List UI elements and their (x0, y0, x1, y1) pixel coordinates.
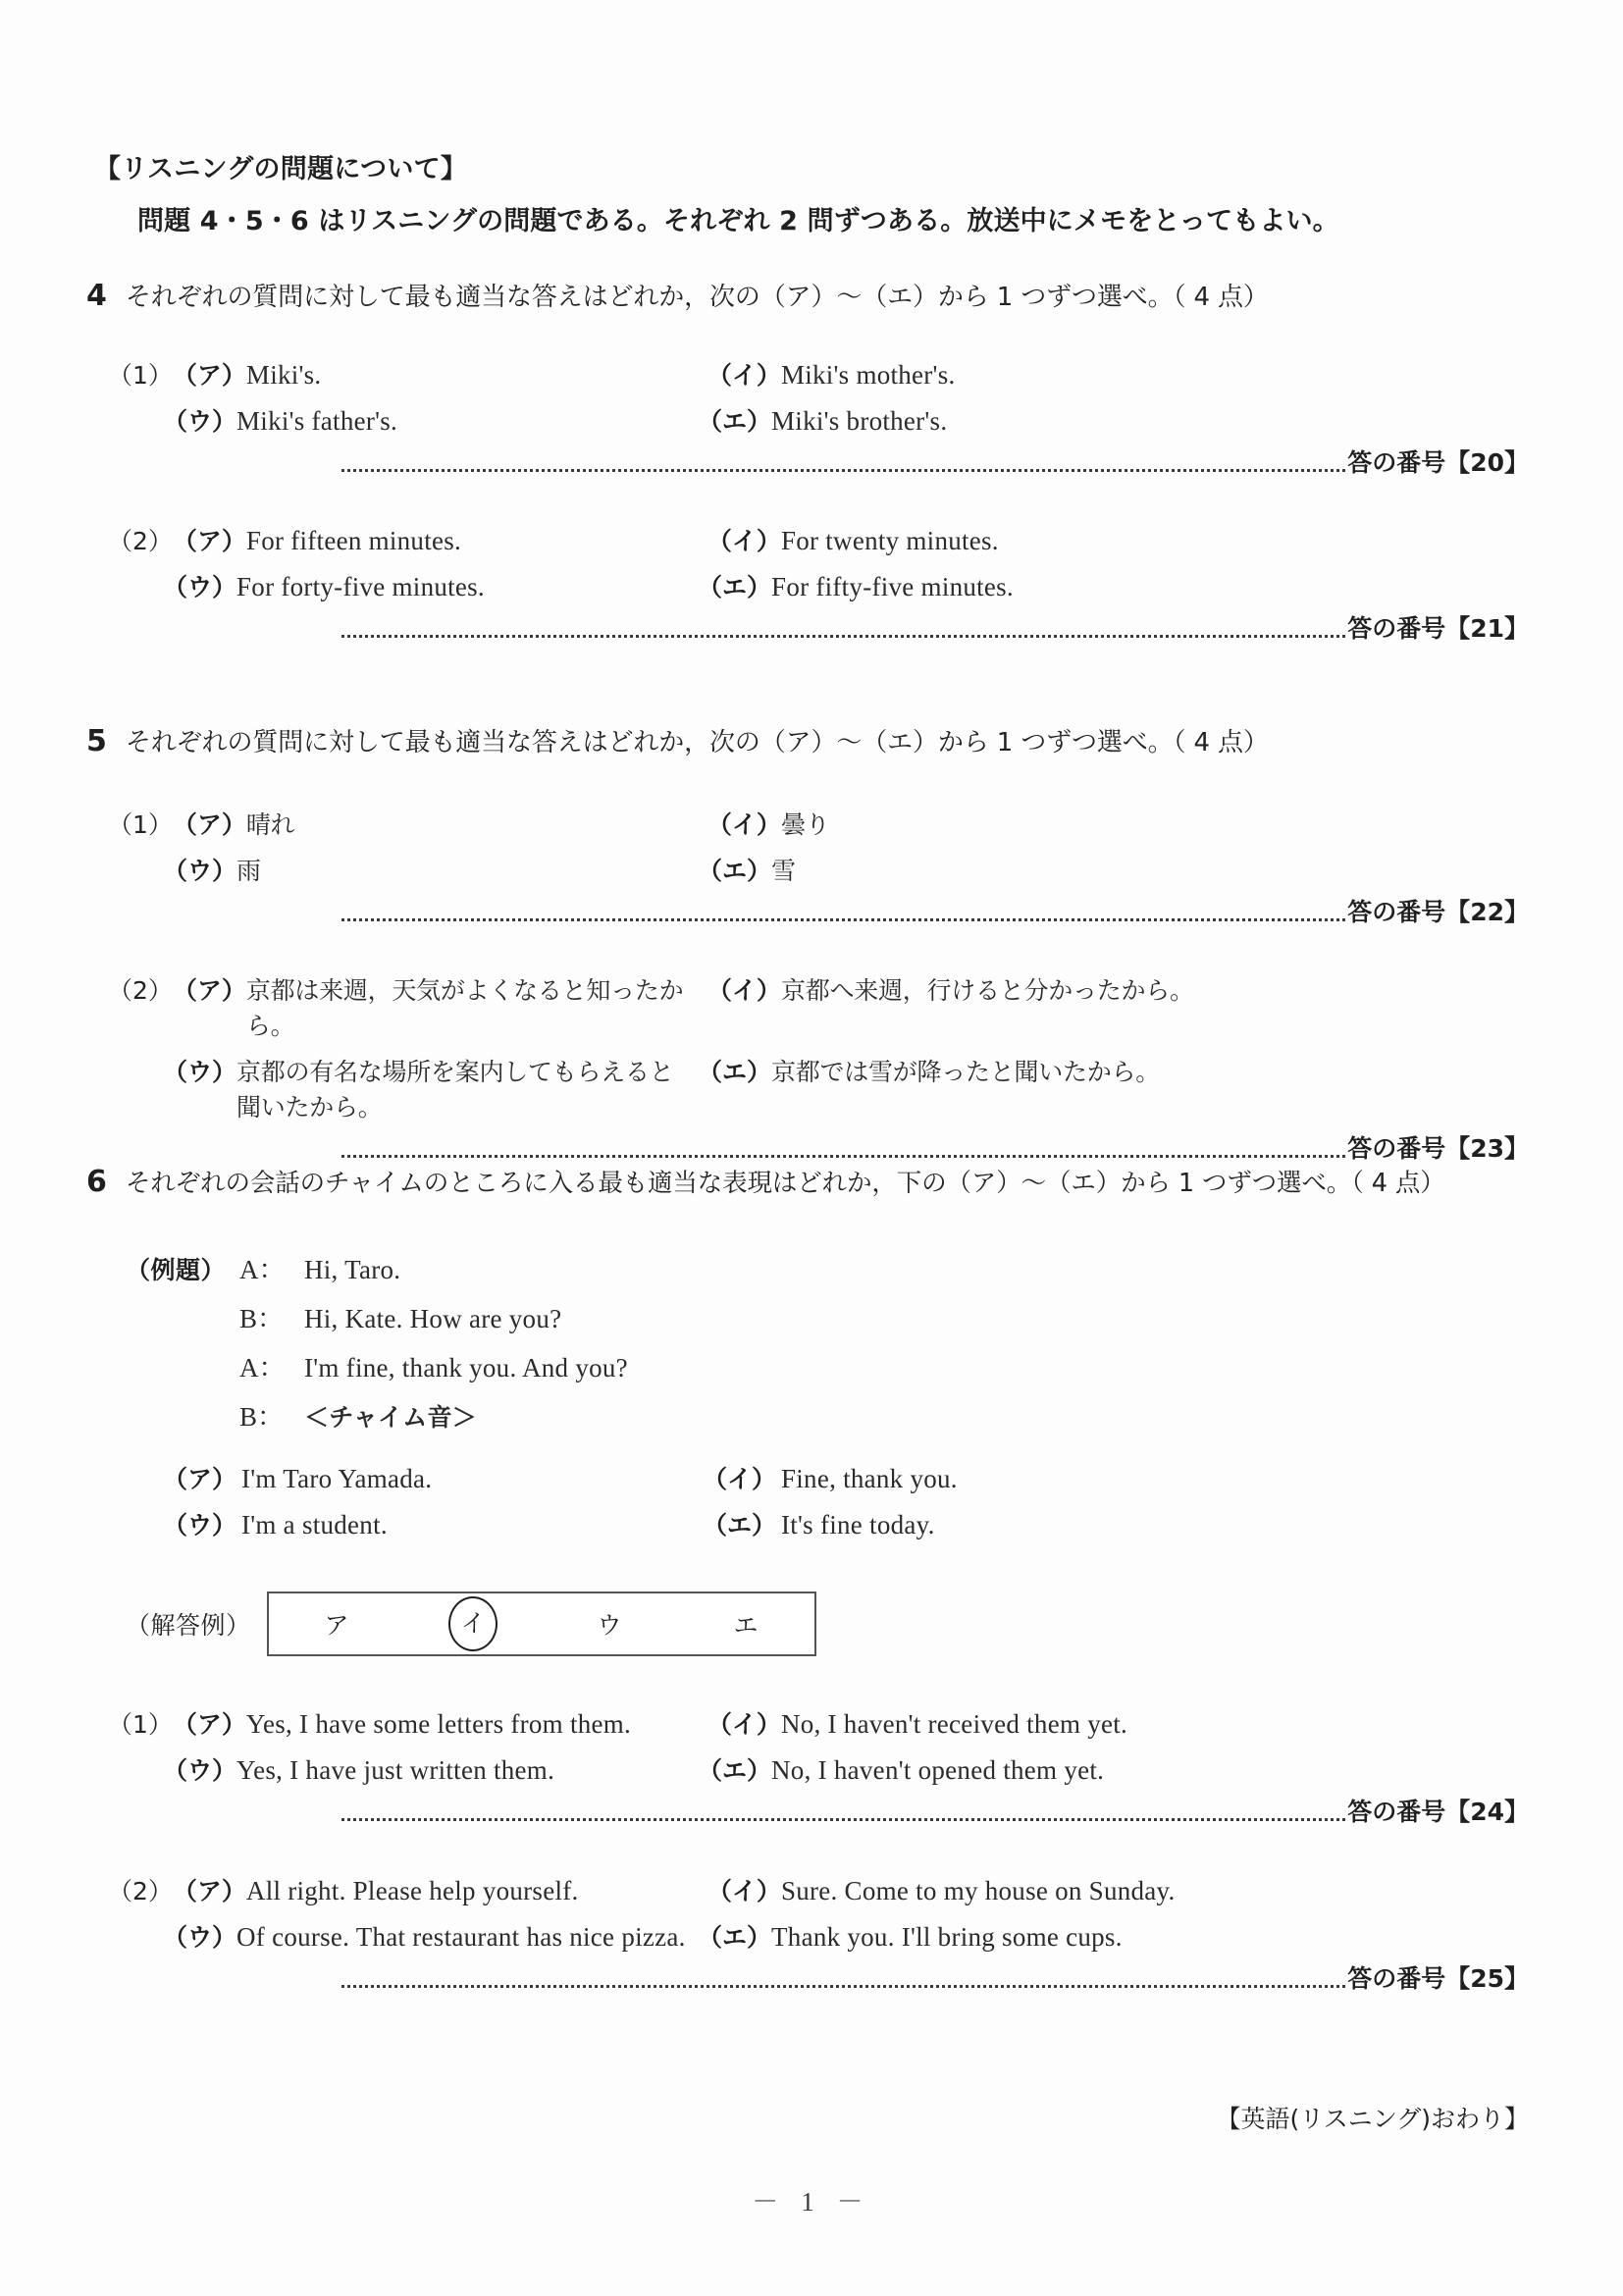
example-options (86, 1460, 1529, 1541)
option-mark-d: （エ） (698, 1923, 772, 1952)
option-text-d[interactable]: No, I haven't opened them yet. (771, 1755, 1105, 1785)
example-line (126, 1346, 1499, 1384)
option-mark-d: （エ） (698, 1756, 772, 1785)
option-mark-c: （ウ） (163, 857, 237, 885)
example-line (126, 1395, 1499, 1434)
option-text-b[interactable]: 京都へ来週，行けると分かったから。 (780, 976, 1194, 1005)
option-mark-d: （エ） (698, 573, 772, 601)
option-row (86, 1053, 1529, 1123)
option-mark-a: （ア） (163, 1465, 237, 1493)
option-mark-b: （イ） (707, 1710, 781, 1739)
answer-cell-d[interactable] (678, 1606, 814, 1642)
option-row (86, 1705, 1529, 1741)
option-mark-c: （ウ） (163, 1756, 237, 1785)
dotted-leader (341, 1802, 1345, 1821)
option-mark-b: （イ） (707, 527, 781, 555)
example-text: Hi, Taro. (304, 1255, 401, 1284)
option-row (86, 522, 1529, 557)
dotted-leader (341, 903, 1345, 921)
option-row (86, 402, 1529, 438)
question-heading-4 (86, 277, 1529, 313)
question-heading-5 (86, 722, 1529, 758)
item-index: （2） (108, 976, 173, 1005)
item-index: （1） (108, 361, 173, 390)
answer-example (126, 1592, 816, 1656)
option-mark-a: （ア） (172, 976, 246, 1005)
answer-example-box[interactable] (267, 1592, 816, 1656)
option-row (86, 1872, 1529, 1907)
option-text-b[interactable]: Miki's mother's. (780, 360, 956, 390)
option-mark-d: （エ） (698, 857, 772, 885)
option-row (86, 1506, 1529, 1541)
question-item-4-1 (86, 356, 1529, 479)
option-text-c[interactable]: I'm a student. (241, 1510, 388, 1539)
answer-cell-c-text: ウ (597, 1611, 622, 1640)
question-number-5: 5 (86, 724, 107, 758)
item-index: （1） (108, 1710, 173, 1739)
option-mark-a: （ア） (172, 1877, 246, 1905)
option-row (86, 568, 1529, 603)
option-mark-d: （エ） (703, 1511, 777, 1539)
example-line (126, 1297, 1499, 1335)
question-item-5-1 (86, 806, 1529, 928)
item-index: （2） (108, 1877, 173, 1905)
option-text-b[interactable]: 曇り (780, 810, 830, 839)
example-text: I'm fine, thank you. And you? (304, 1353, 628, 1383)
option-text-a[interactable]: 京都は来週，天気がよくなると知ったから。 (245, 976, 684, 1040)
answer-cell-b-text: イ (448, 1596, 497, 1651)
answer-cell-b-selected[interactable] (405, 1596, 542, 1651)
option-mark-b: （イ） (707, 361, 781, 390)
option-text-c[interactable]: 京都の有名な場所を案内してもらえると聞いたから。 (236, 1058, 674, 1122)
option-text-b[interactable]: Fine, thank you. (781, 1464, 958, 1493)
option-text-a[interactable]: I'm Taro Yamada. (241, 1464, 433, 1493)
page-number: － 1 － (752, 2187, 871, 2217)
example-label: （例題） (126, 1256, 227, 1284)
answer-cell-d-text: エ (733, 1611, 759, 1640)
answer-cell-a-text: ア (324, 1611, 349, 1640)
answer-number-line (86, 1959, 1529, 1995)
answer-number-label: 答の番号【25】 (1347, 1964, 1529, 1993)
option-text-c[interactable]: For forty-five minutes. (236, 572, 485, 601)
option-text-d[interactable]: For fifty-five minutes. (771, 572, 1014, 601)
option-mark-d: （エ） (698, 407, 772, 436)
answer-cell-a[interactable] (269, 1606, 405, 1642)
option-mark-a: （ア） (172, 527, 246, 555)
option-text-c[interactable]: 雨 (236, 857, 261, 885)
option-mark-b: （イ） (707, 1877, 781, 1905)
option-mark-a: （ア） (172, 1710, 246, 1739)
question-prompt-4: それぞれの質問に対して最も適当な答えはどれか，次の（ア）～（エ）から 1 つずつ選べ。（ 4 点） (126, 283, 1269, 312)
option-text-a[interactable]: For fifteen minutes. (245, 526, 462, 555)
example-text: Hi, Kate. How are you? (304, 1304, 562, 1333)
option-mark-c: （ウ） (163, 1511, 237, 1539)
option-mark-b: （イ） (707, 810, 781, 839)
answer-number-label: 答の番号【23】 (1347, 1134, 1529, 1163)
example-speaker: B： (239, 1402, 285, 1432)
question-heading-6 (86, 1164, 1529, 1199)
question-section-4 (86, 277, 1529, 645)
dotted-leader (341, 1969, 1345, 1988)
chime-sound-text: ＜チャイム音＞ (304, 1403, 478, 1432)
notice-title: 【リスニングの問題について】 (94, 154, 468, 184)
option-mark-c: （ウ） (163, 573, 237, 601)
dotted-leader (341, 619, 1345, 638)
answer-number-label: 答の番号【22】 (1347, 898, 1529, 926)
listening-notice (94, 147, 1488, 237)
example-speaker: A： (239, 1255, 286, 1284)
answer-number-line (86, 1129, 1529, 1165)
answer-cell-c[interactable] (542, 1606, 678, 1642)
option-text-d[interactable]: Miki's brother's. (771, 406, 948, 436)
option-text-a[interactable]: 晴れ (245, 810, 295, 839)
option-text-d[interactable]: 雪 (771, 857, 796, 885)
question-item-5-2 (86, 971, 1529, 1165)
option-mark-c: （ウ） (163, 1058, 237, 1086)
option-mark-b: （イ） (707, 976, 781, 1005)
option-mark-c: （ウ） (163, 1923, 237, 1952)
option-mark-a: （ア） (172, 361, 246, 390)
option-row (86, 1918, 1529, 1954)
example-speaker: B： (239, 1304, 285, 1333)
question-section-6 (86, 1164, 1529, 1199)
question-item-6-1 (86, 1705, 1529, 1828)
example-line (126, 1248, 1499, 1286)
question-number-4: 4 (86, 279, 107, 313)
answer-number-line (86, 1793, 1529, 1828)
option-row (86, 356, 1529, 391)
option-row (86, 852, 1529, 887)
option-text-c[interactable]: Miki's father's. (236, 406, 398, 436)
answer-number-line (86, 444, 1529, 479)
question-prompt-6: それぞれの会話のチャイムのところに入る最も適当な表現はどれか，下の（ア）～（エ）から 1 つずつ選べ。（ 4 点） (126, 1169, 1445, 1198)
option-row (86, 806, 1529, 841)
option-mark-d: （エ） (698, 1058, 772, 1086)
option-row (86, 971, 1529, 1042)
option-text-d[interactable]: Thank you. I'll bring some cups. (771, 1922, 1123, 1952)
question-prompt-5: それぞれの質問に対して最も適当な答えはどれか，次の（ア）～（エ）から 1 つずつ選べ。（ 4 点） (126, 728, 1269, 757)
item-index: （2） (108, 527, 173, 555)
option-text-d[interactable]: 京都では雪が降ったと聞いたから。 (771, 1058, 1161, 1086)
option-text-d[interactable]: It's fine today. (781, 1510, 935, 1539)
answer-example-label: （解答例） (126, 1611, 251, 1640)
question-number-6: 6 (86, 1165, 107, 1199)
example-dialogue (126, 1248, 1499, 1444)
option-mark-a: （ア） (172, 810, 246, 839)
example-speaker: A： (239, 1353, 286, 1383)
question-section-5 (86, 722, 1529, 1165)
notice-body: 問題 4・5・6 はリスニングの問題である。それぞれ 2 問ずつある。放送中にメモをとってもよい。 (137, 206, 1339, 236)
answer-number-line (86, 609, 1529, 645)
answer-number-label: 答の番号【21】 (1347, 614, 1529, 643)
option-text-c[interactable]: Of course. That restaurant has nice pizza. (236, 1922, 686, 1952)
option-text-b[interactable]: No, I haven't received them yet. (780, 1709, 1128, 1739)
option-row (86, 1460, 1529, 1495)
question-item-4-2 (86, 522, 1529, 645)
answer-number-label: 答の番号【20】 (1347, 448, 1529, 477)
question-item-6-2 (86, 1872, 1529, 1995)
option-mark-b: （イ） (703, 1465, 777, 1493)
answer-number-label: 答の番号【24】 (1347, 1798, 1529, 1826)
dotted-leader (341, 453, 1345, 472)
option-text-a[interactable]: Miki's. (245, 360, 322, 390)
item-index: （1） (108, 810, 173, 839)
option-row (86, 1751, 1529, 1787)
option-text-a[interactable]: All right. Please help yourself. (245, 1876, 579, 1905)
option-text-b[interactable]: Sure. Come to my house on Sunday. (780, 1876, 1176, 1905)
option-text-c[interactable]: Yes, I have just written them. (236, 1755, 555, 1785)
option-mark-c: （ウ） (163, 407, 237, 436)
dotted-leader (341, 1139, 1345, 1158)
end-of-section-note: 【英語(リスニング)おわり】 (1216, 2105, 1529, 2133)
option-text-a[interactable]: Yes, I have some letters from them. (245, 1709, 632, 1739)
option-text-b[interactable]: For twenty minutes. (780, 526, 999, 555)
answer-number-line (86, 893, 1529, 928)
